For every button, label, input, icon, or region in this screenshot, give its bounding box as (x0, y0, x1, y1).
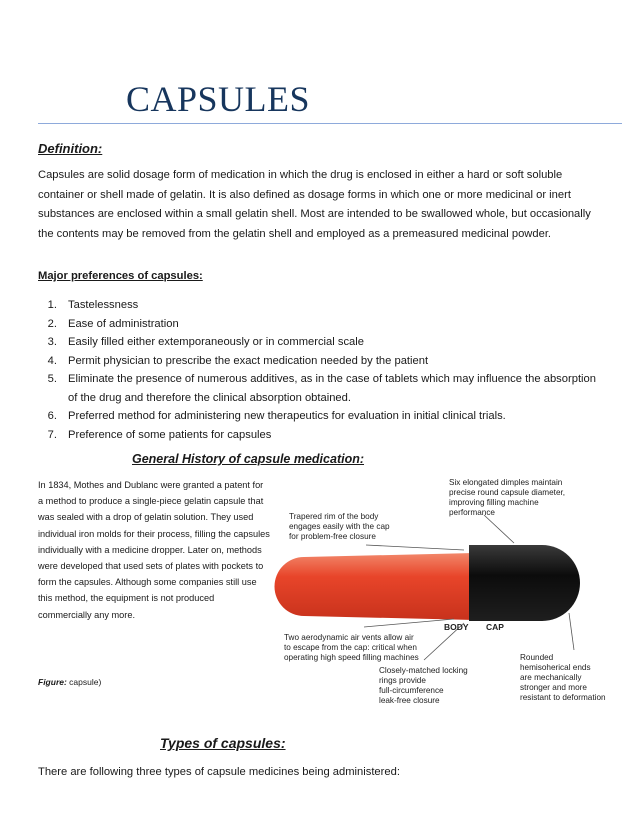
definition-paragraph: Capsules are solid dosage form of medication in which the drug is enclosed in either a hard or soft soluble container or shell made of gelatin. It is also defined as dosage forms in which one or more medicinal or inert substances are enclosed within a small gelatin shell. Most are intended to be swallowed whole, but occasionally the contents may be removed from the gelatin shell and employed as a premeasured medicinal powder. (38, 169, 591, 240)
svg-text:Closely-matched locking: Closely-matched locking (379, 666, 468, 675)
svg-text:precise round capsule diameter: precise round capsule diameter, (449, 488, 566, 497)
svg-text:improving filling machine: improving filling machine (449, 498, 539, 507)
svg-text:engages easily with the cap: engages easily with the cap (289, 522, 390, 531)
list-item: 4. Permit physician to prescribe the exact medication needed by the patient (47, 354, 429, 367)
annotation-rounded (520, 653, 606, 702)
cap-label: CAP (486, 622, 504, 632)
svg-text:to escape from the cap: critic: to escape from the cap: critical when (284, 643, 417, 652)
annotation-locking (379, 666, 468, 705)
svg-text:operating high speed filling m: operating high speed filling machines (284, 653, 419, 662)
list-item: 1. Tastelessness (47, 299, 139, 311)
capsule-body (275, 553, 475, 620)
svg-text:rings provide: rings provide (379, 676, 426, 685)
figure-caption: Figure: capsule) (38, 677, 102, 687)
svg-text:stronger and more: stronger and more (520, 683, 587, 692)
body-label: BODY (444, 622, 469, 632)
preferences-list (38, 296, 598, 444)
definition-heading: Definition: (38, 141, 103, 156)
page-title: CAPSULES (126, 79, 311, 119)
svg-text:resistant to deformation: resistant to deformation (520, 693, 606, 702)
annotation-vents (284, 633, 419, 662)
svg-text:performance: performance (449, 508, 495, 517)
types-paragraph: There are following three types of capsule medicines being administered: (38, 766, 400, 778)
svg-text:hemisoherical ends: hemisoherical ends (520, 663, 591, 672)
preferences-heading: Major preferences of capsules: (38, 270, 203, 282)
types-heading: Types of capsules: (160, 735, 286, 751)
list-item: 6. Preferred method for administering new therapeutics for evaluation in initial clinical trials. (47, 410, 506, 422)
annotation-rim (289, 512, 390, 541)
history-paragraph: In 1834, Mothes and Dublanc were granted a patent for a method to produce a single-piece gelatin capsule that was sealed with a drop of gelatin solution. They used individual iron molds for their process, filling the capsules individually with a medicine dropper. Later on, methods were developed that used sets of plates with pockets to form the capsules. Although some companies still use this method, the equipment is not produced commercially any more. (38, 480, 270, 620)
svg-text:Two aerodynamic air vents allo: Two aerodynamic air vents allow air (284, 633, 414, 642)
svg-text:Six elongated dimples maintain: Six elongated dimples maintain (449, 478, 563, 487)
list-item: 5. Eliminate the presence of numerous additives, as in the case of tablets which may influence the absorption of the drug and therefore the clinical absorption obtained. (47, 373, 596, 404)
capsule-cap (469, 545, 580, 621)
svg-text:Trapered rim of the body: Trapered rim of the body (289, 512, 379, 521)
list-item: 7. Preference of some patients for capsules (47, 428, 272, 441)
annotation-dimples (449, 478, 565, 517)
svg-text:full-circumference: full-circumference (379, 686, 444, 695)
list-item: 3. Easily filled either extemporaneously or in commercial scale (47, 336, 364, 348)
svg-text:leak-free closure: leak-free closure (379, 696, 440, 705)
svg-text:for problem-free closure: for problem-free closure (289, 532, 376, 541)
title-rule (38, 123, 622, 124)
svg-text:Rounded: Rounded (520, 653, 554, 662)
history-heading: General History of capsule medication: (132, 452, 365, 466)
capsule-diagram (274, 475, 624, 725)
svg-text:are mechanically: are mechanically (520, 673, 582, 682)
list-item: 2. Ease of administration (47, 317, 179, 330)
